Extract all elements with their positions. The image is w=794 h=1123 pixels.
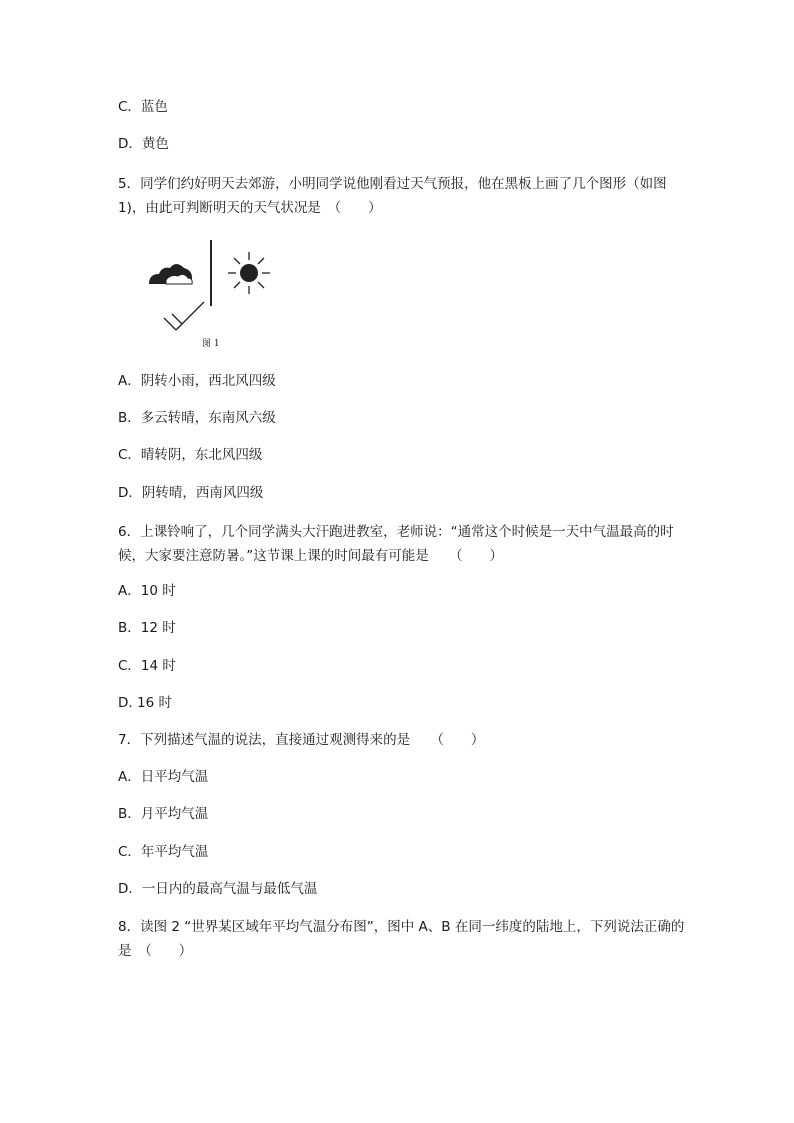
cloud-icon <box>149 264 192 284</box>
q4-option-c: C．蓝色 <box>118 99 168 115</box>
sun-icon <box>228 252 270 294</box>
figure-1-caption: 图 1 <box>202 339 220 349</box>
q6-stem: 6．上课铃响了，几个同学满头大汗跑进教室，老师说：“通常这个时候是一天中气温最高的时候，大家要注意防暑。”这节课上课的时间最有可能是 （ ） <box>118 524 674 564</box>
q6-option-a: A．10 时 <box>118 583 176 599</box>
q5-option-a: A．阴转小雨，西北风四级 <box>118 373 276 389</box>
weather-symbols <box>140 236 290 356</box>
q5-option-b: B．多云转晴，东南风六级 <box>118 410 276 426</box>
wind-symbol-icon <box>164 302 204 330</box>
q6-option-d: D. 16 时 <box>118 695 172 711</box>
q7-option-a: A．日平均气温 <box>118 769 209 785</box>
q7-stem: 7．下列描述气温的说法，直接通过观测得来的是 （ ） <box>118 732 485 748</box>
q7-option-b: B．月平均气温 <box>118 806 209 822</box>
figure-1 <box>140 236 290 356</box>
q5-option-d: D．阴转晴，西南风四级 <box>118 485 264 501</box>
q7-option-d: D．一日内的最高气温与最低气温 <box>118 881 318 897</box>
q6-option-b: B．12 时 <box>118 620 176 636</box>
q7-option-c: C．年平均气温 <box>118 844 209 860</box>
q5-stem: 5．同学们约好明天去郊游，小明同学说他刚看过天气预报，他在黑板上画了几个图形（如图 1)，由此可判断明天的天气状况是 （ ） <box>118 176 667 216</box>
q6-option-c: C．14 时 <box>118 658 176 674</box>
q5-option-c: C．晴转阴，东北风四级 <box>118 447 263 463</box>
q8-stem: 8．读图 2 “世界某区域年平均气温分布图”，图中 A、B 在同一纬度的陆地上，下列说法正确的是 （ ） <box>118 919 685 959</box>
q4-option-d: D．黄色 <box>118 136 169 152</box>
